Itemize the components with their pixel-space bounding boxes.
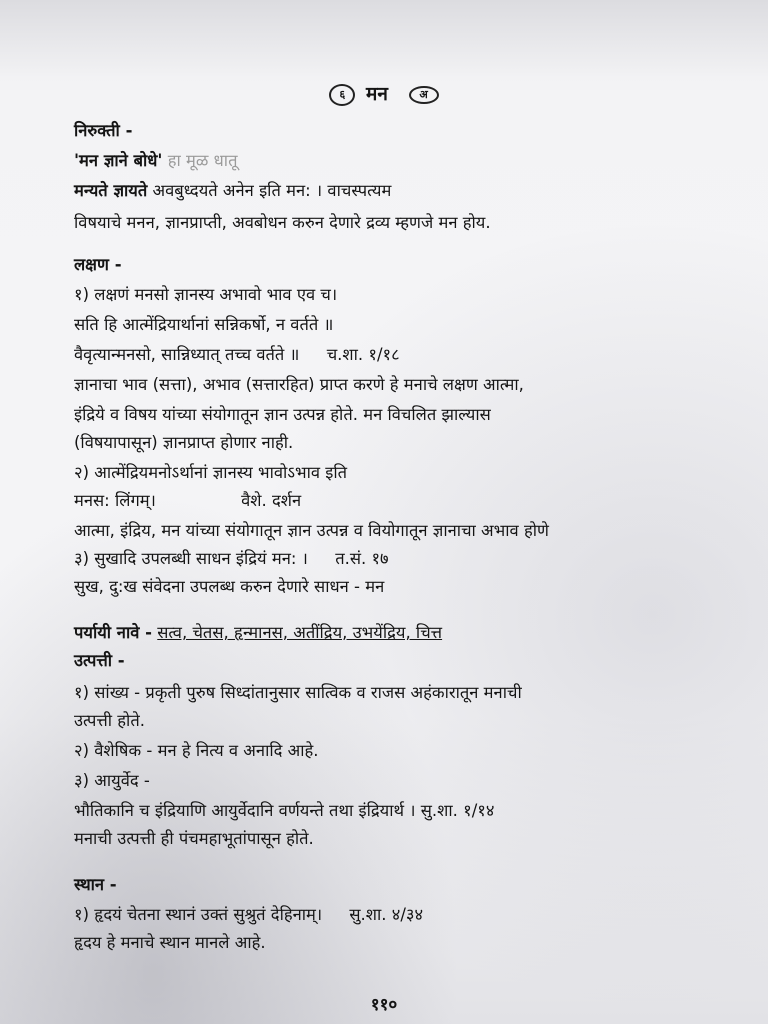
circled-letter-mark: अ — [409, 86, 439, 104]
page-title — [0, 80, 768, 106]
lakshan-line-5: इंद्रिये व विषय यांच्या संयोगातून ज्ञान उत्पन्न होते. मन विचलित झाल्यास — [74, 405, 491, 424]
lakshan-line-3 — [74, 344, 400, 366]
lakshan-line-6: (विषयापासून) ज्ञानप्राप्त होणार नाही. — [74, 433, 294, 452]
paryayi-line — [74, 622, 442, 644]
lakshan-line-8-ref: वैशे. दर्शन — [241, 491, 302, 510]
lakshan-line-11: सुख, दु:ख संवेदना उपलब्ध करुन देणारे साधन - मन — [74, 577, 385, 596]
nirukti-line-2-rest: अवबुध्दयते अनेन इति मन: । वाचस्पत्यम — [152, 181, 392, 200]
sthan-line-1-ref: सु.शा. ४/३४ — [349, 905, 424, 924]
utpatti-line-2: उत्पत्ती होते. — [74, 711, 145, 730]
lakshan-line-10 — [74, 548, 389, 570]
sthan-line-1-text: १) हृदयं चेतना स्थानं उक्तं सुश्रुतं देहिनाम्। — [74, 905, 323, 924]
paryayi-label: पर्यायी नावे - — [74, 623, 153, 642]
utpatti-line-3: २) वैशेषिक - मन हे नित्य व अनादि आहे. — [74, 741, 319, 760]
nirukti-line-3: विषयाचे मनन, ज्ञानप्राप्ती, अवबोधन करुन देणारे द्रव्य म्हणजे मन होय. — [74, 213, 491, 232]
sthan-heading: स्थान - — [74, 875, 117, 894]
lakshan-line-8 — [74, 490, 301, 512]
lakshan-line-9: आत्मा, इंद्रिय, मन यांच्या संयोगातून ज्ञान उत्पन्न व वियोगातून ज्ञानाचा अभाव होणे — [74, 521, 549, 540]
utpatti-heading: उत्पत्ती - — [74, 651, 125, 670]
utpatti-line-5: भौतिकानि च इंद्रियाणि आयुर्वेदानि वर्णयन्ते तथा इंद्रियार्थ । सु.शा. १/१४ — [74, 801, 495, 820]
lakshan-line-10-text: ३) सुखादि उपलब्धी साधन इंद्रियं मन: । — [74, 549, 308, 568]
lakshan-heading: लक्षण - — [74, 255, 122, 274]
utpatti-line-6: मनाची उत्पत्ती ही पंचमहाभूतांपासून होते. — [74, 829, 314, 848]
nirukti-line-1 — [74, 150, 237, 172]
sthan-line-2: हृदय हे मनाचे स्थान मानले आहे. — [74, 933, 266, 952]
lakshan-line-4: ज्ञानाचा भाव (सत्ता), अभाव (सत्तारहित) प्राप्त करणे हे मनाचे लक्षण आत्मा, — [74, 375, 524, 394]
title-text: मन — [366, 83, 388, 105]
utpatti-line-1: १) सांख्य - प्रकृती पुरुष सिध्दांतानुसार सात्विक व राजस अहंकारातून मनाची — [74, 683, 522, 702]
lakshan-line-2: सति हि आत्मेंद्रियार्थानां सन्निकर्षो, न वर्तते ॥ — [74, 315, 334, 334]
utpatti-line-4: ३) आयुर्वेद - — [74, 771, 150, 790]
nirukti-heading: निरुक्ती - — [74, 121, 133, 140]
page-number: ११० — [370, 995, 398, 1015]
dhatu-note: हा मूळ धातू — [167, 151, 238, 170]
lakshan-line-1: १) लक्षणं मनसो ज्ञानस्य अभावो भाव एव च। — [74, 285, 338, 304]
lakshan-line-3-ref: च.शा. १/१८ — [326, 345, 400, 364]
circled-number-mark: ६ — [329, 84, 355, 106]
dhatu-phrase: 'मन ज्ञाने बोधे' — [74, 151, 163, 170]
lakshan-line-8-text: मनस: लिंगम्। — [74, 491, 156, 510]
lakshan-line-7: २) आत्मेंद्रियमनोऽर्थानां ज्ञानस्य भावोऽभाव इति — [74, 463, 348, 482]
nirukti-line-2 — [74, 180, 391, 202]
paryayi-names: सत्व, चेतस, हृन्मानस, अतींद्रिय, उभयेंद्रिय, चित्त — [157, 623, 443, 642]
sthan-line-1 — [74, 904, 423, 926]
nirukti-line-2-bold: मन्यते ज्ञायते — [74, 181, 148, 200]
lakshan-line-3-text: वैवृत्यान्मनसो, सान्निध्यात् तच्च वर्तते ॥ — [74, 345, 300, 364]
lakshan-line-10-ref: त.सं. १७ — [335, 549, 389, 568]
